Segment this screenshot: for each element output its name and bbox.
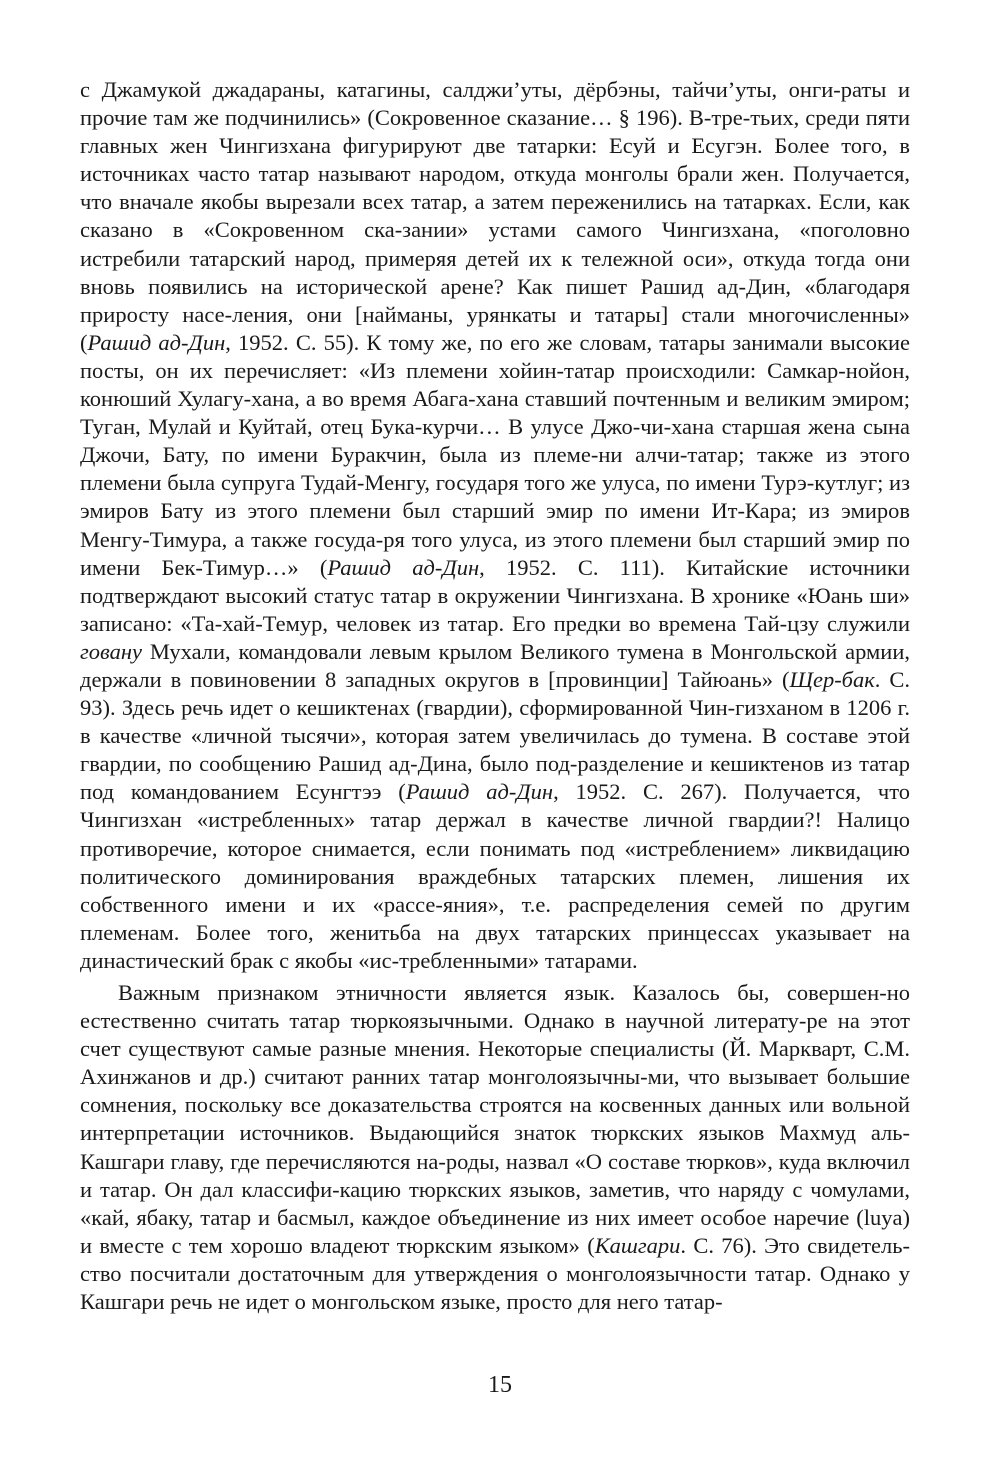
text-segment: Важным признаком этничности является язык. Казалось бы, совершен-но естественно считать татар тюркоязычными. Однако в научной литерату-ре на этот счет существуют самые разные мнения. Некоторые специалисты (Й. Маркварт, С.М. Ахинжанов и др.) считают ранних татар монголоязычны-ми, что вызывает большие сомнения, поскольку все доказательства строятся на косвенных данных или вольной интерпретации источников. Выдающийся знаток тюркских языков Махмуд аль-Кашгари главу, где перечисляются на-роды, назвал «О составе тюрков», куда включил и татар. Он дал классифи-кацию тюркских языков, заметив, что наряду с чомулами, «кай, ябаку, татар и басмыл, каждое объединение из них имеет особое наречие (luya) и вместе с тем хорошо владеют тюркским языком» ( (80, 980, 910, 1258)
text-segment: , 1952. С. 111). Китайские источники подтверждают высокий статус татар в окружении Чингизхана. В хронике «Юань ши» записано: «Та-хай-Темур, человек из татар. Его предки во времена Тай-цзу служили (80, 554, 911, 636)
text-segment: с Джамукой джадараны, катагины, салджи’уты, дёрбэны, тайчи’уты, онги-раты и прочие там же подчинились» (Сокровенное сказание… § 196). В-тре-тьих, среди пяти главных жен Чингизхана фигурируют две татарки: Есуй и Есугэн. Более того, в источниках часто татар называют народом, откуда монголы брали жен. Получается, что вначале якобы вырезали всех татар, а затем переженились на татарках. Если, как сказано в «Сокровенном ска-зании» устами самого Чингизхана, «поголовно истребили татарский народ, примеряя детей их к тележной оси», откуда тогда они вновь появились на исторической арене? Как пишет Рашид ад-Дин, «благодаря приросту насе-ления, они [найманы, урянкаты и татары] стали многочисленны» ( (80, 77, 910, 355)
paragraph-1 (80, 76, 910, 975)
citation-italic: Рашид ад-Дин (87, 329, 226, 355)
term-italic: говану (80, 638, 143, 664)
text-segment: , 1952. С. 55). К тому же, по его же словам, татары занимали высокие посты, он их перечисляет: «Из племени хойин-татар происходили: Самкар-нойон, конюший Хулагу-хана, а во время Абага-хана ставший почтенным и великим эмиром; Туган, Мулай и Куйтай, отец Бука-курчи… В улусе Джо-чи-хана старшая жена сына Джочи, Бату, по имени Буракчин, была из племе-ни алчи-татар; также из этого племени была супруга Тудай-Менгу, государя того же улуса, по имени Турэ-кутлуг; из эмиров Бату из этого племени был старший эмир по имени Ит-Кара; из эмиров Менгу-Тимура, а также госуда-ря того улуса, из этого племени был старший эмир по имени Бек-Тимур…» ( (80, 329, 910, 580)
citation-italic: Рашид ад-Дин (405, 779, 554, 805)
text-segment: , 1952. С. 267). Получается, что Чингизхан «истребленных» татар держал в качестве личной гвардии?! Налицо противоречие, которое снимается, если понимать под «истреблением» ликвидацию политического доминирования враждебных татарских племен, лишения их собственного имени и их «рассе-яния», т.е. распределения семей по другим племенам. Более того, женитьба на двух татарских принцессах указывает на династический брак с якобы «ис-требленными» татарами. (80, 779, 910, 973)
page-body (80, 76, 910, 1316)
citation-italic: Рашид ад-Дин (327, 554, 480, 580)
citation-italic: Кашгари (594, 1232, 681, 1258)
text-segment: . С. 76). Это свидетель-ство посчитали достаточным для утверждения о монголоязычности татар. Однако у Кашгари речь не идет о монгольском языке, просто для него татар- (80, 1232, 910, 1315)
paragraph-2 (80, 979, 910, 1316)
text-segment: Мухали, командовали левым крылом Великого тумена в Монгольской армии, держали в повиновении 8 западных округов в [провинции] Тайюань» ( (80, 638, 910, 692)
citation-italic: Щер-бак (789, 666, 875, 692)
page-number: 15 (488, 1372, 512, 1398)
text-segment: . С. 93). Здесь речь идет о кешиктенах (гвардии), сформированной Чин-гизханом в 1206 г. в качестве «личной тысячи», которая затем увеличилась до тумена. В составе этой гвардии, по сообщению Рашид ад-Дина, было под-разделение и кешиктенов из татар под командованием Есунгтээ ( (80, 666, 910, 805)
